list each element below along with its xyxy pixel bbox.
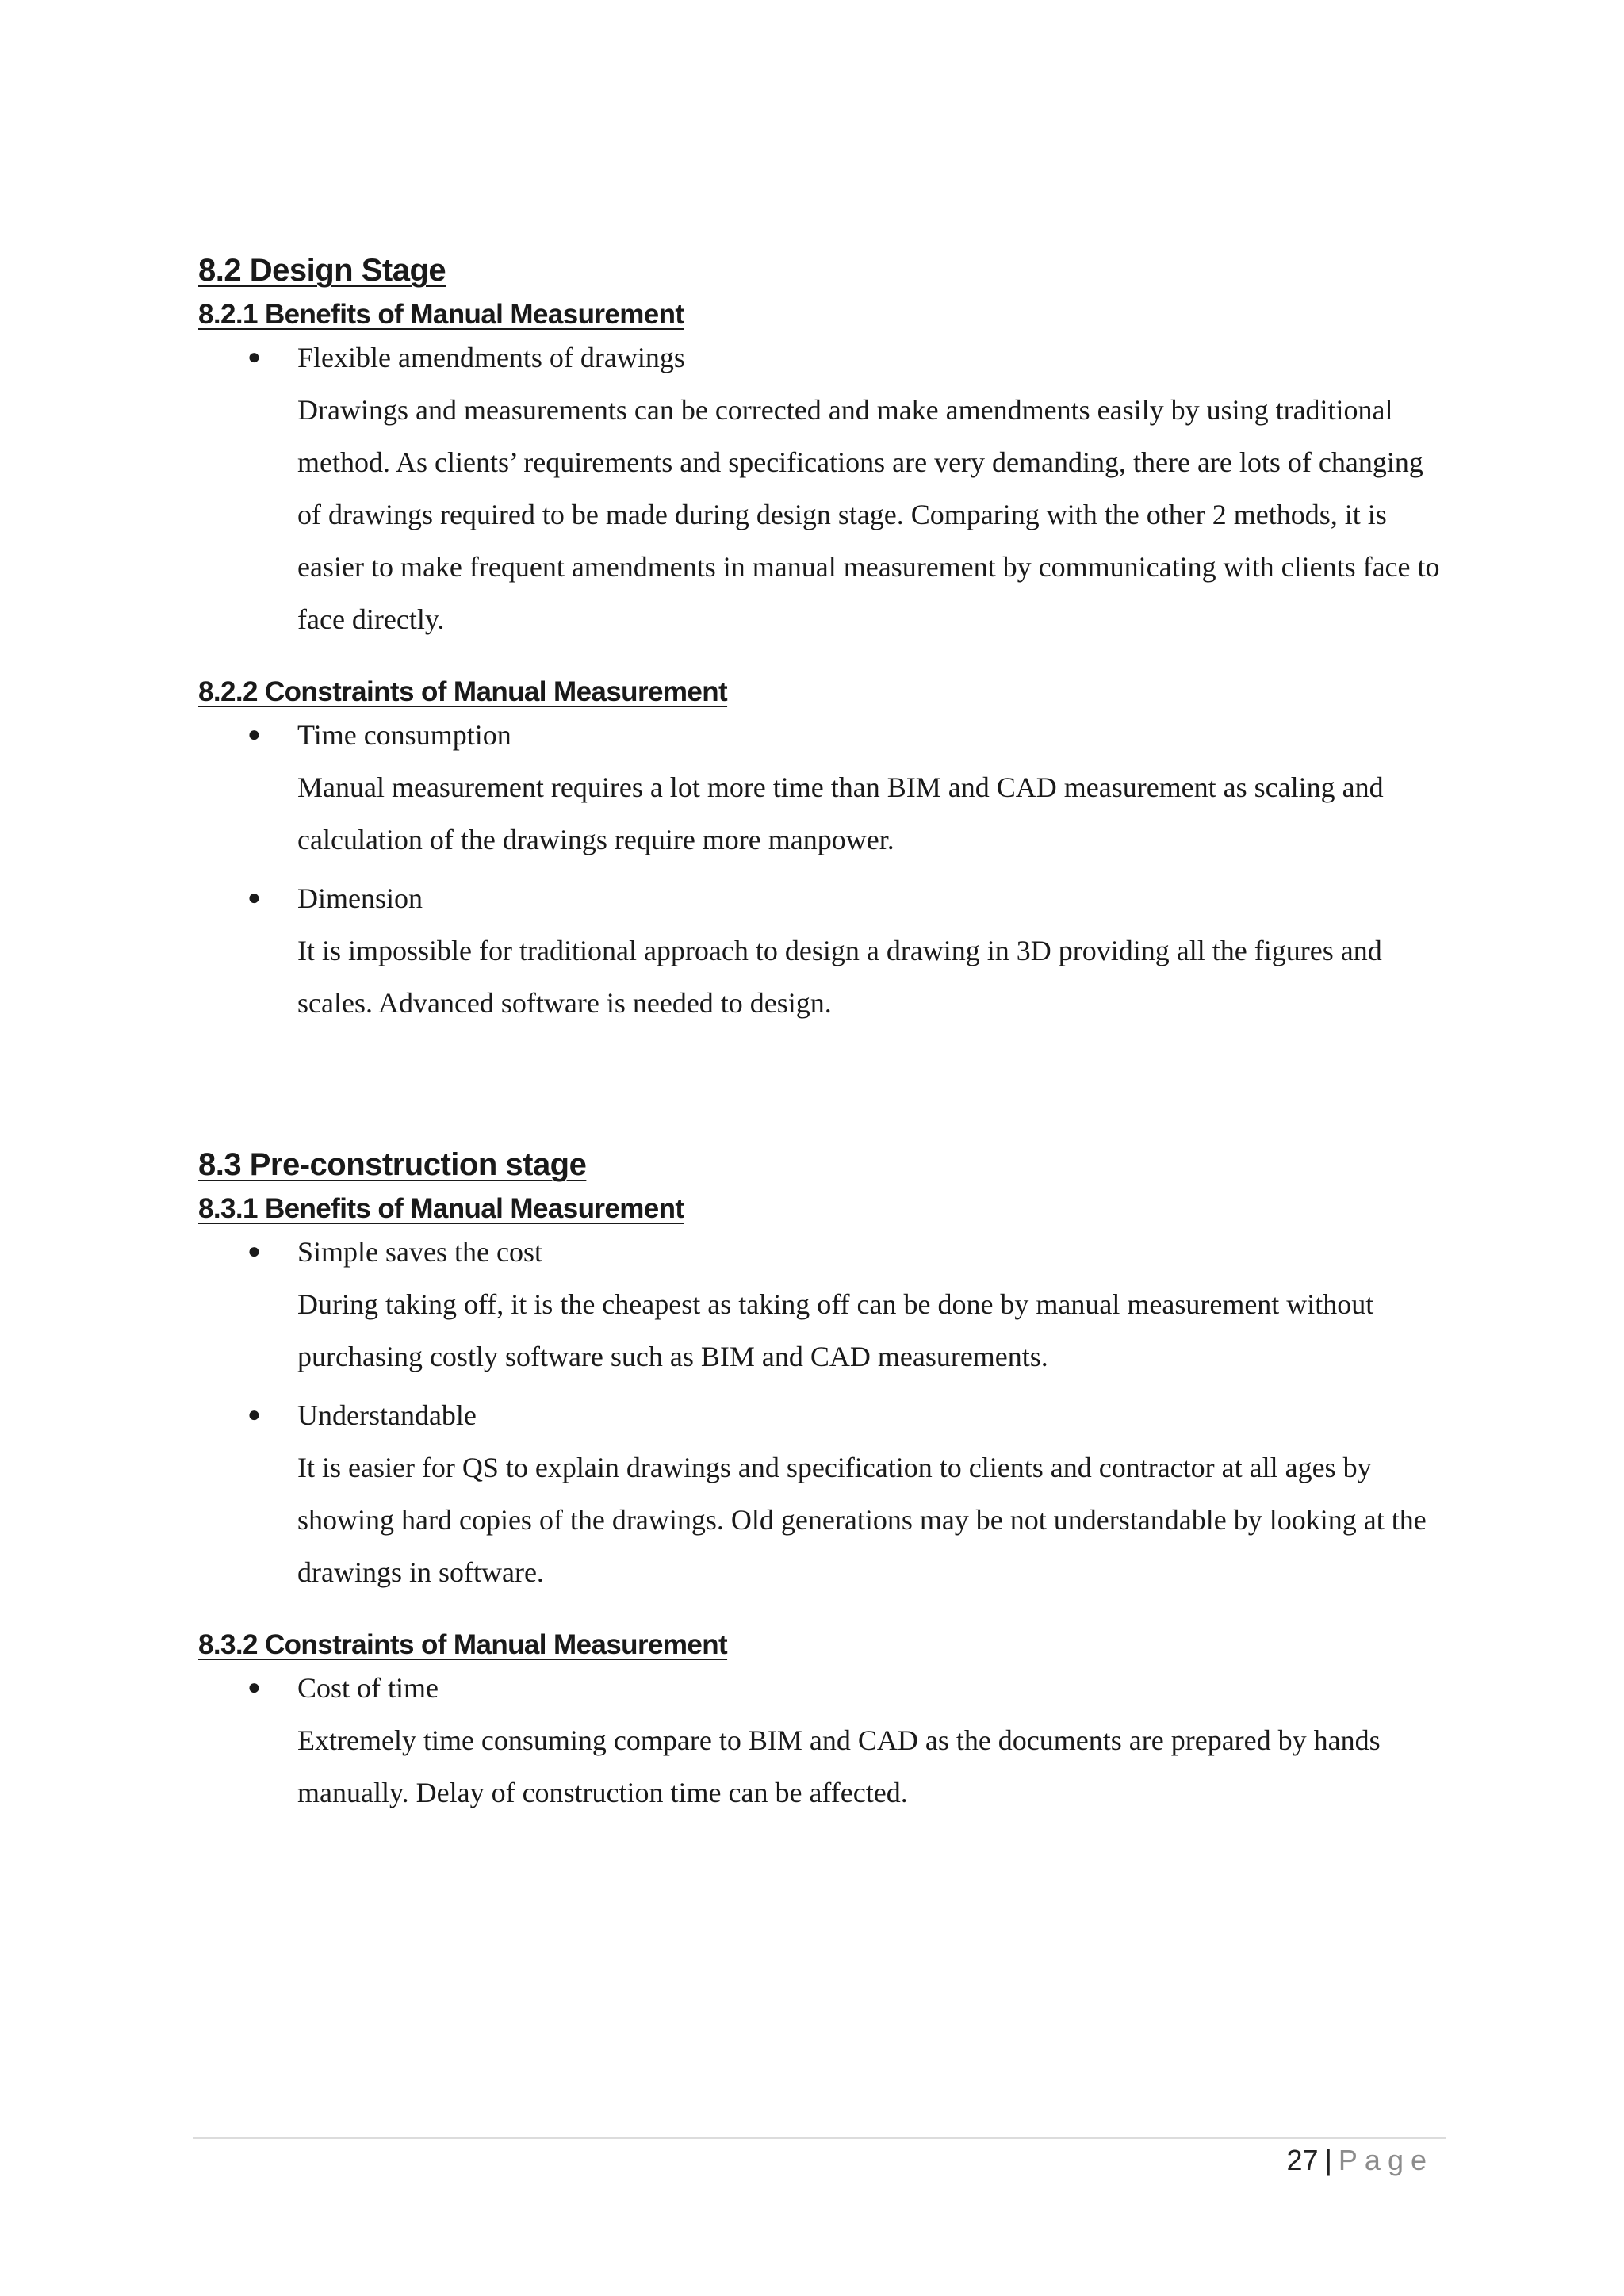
bullet-icon: ●: [247, 1402, 261, 1427]
bullet-icon: ●: [247, 345, 261, 369]
item-body: During taking off, it is the cheapest as taking off can be done by manual measurement without purchasing costly software such as BIM and CAD measurements.: [297, 1288, 1374, 1372]
item-title: Cost of time: [297, 1672, 439, 1704]
page-footer: [1287, 2139, 1434, 2182]
item-body: Manual measurement requires a lot more time than BIM and CAD measurement as scaling and calculation of the drawings require more manpower.: [297, 771, 1384, 855]
bullet-icon: ●: [247, 722, 261, 747]
footer-separator: |: [1324, 2144, 1332, 2176]
item-title: Flexible amendments of drawings: [297, 342, 685, 373]
item-title: Simple saves the cost: [297, 1236, 542, 1268]
item-title: Time consumption: [297, 719, 511, 751]
list-item: [198, 336, 1443, 645]
section-heading-pre-construction: 8.3 Pre-construction stage: [198, 1147, 587, 1182]
item-body: It is easier for QS to explain drawings and specification to clients and contractor at all ages by showing hard copies of the drawings. Old generations may be not understandable by looking at the drawings in software.: [297, 1452, 1427, 1588]
item-body: Drawings and measurements can be corrected and make amendments easily by using traditional method. As clients’ requirements and specifications are very demanding, there are lots of changing of drawings required to be made during design stage. Comparing with the other 2 methods, it is easier to make frequent amendments in manual measurement by communicating with clients face to face directly.: [297, 394, 1440, 635]
subsection-heading-constraints-design: 8.2.2 Constraints of Manual Measurement: [198, 676, 728, 707]
list-item: [198, 1394, 1443, 1598]
subsection-heading-benefits-preconstruction: 8.3.1 Benefits of Manual Measurement: [198, 1193, 684, 1224]
subsection-heading-constraints-preconstruction: 8.3.2 Constraints of Manual Measurement: [198, 1629, 728, 1660]
bullet-icon: ●: [247, 886, 261, 910]
bullet-icon: ●: [247, 1675, 261, 1700]
subsection-heading-benefits-design: 8.2.1 Benefits of Manual Measurement: [198, 299, 684, 330]
page-content: [198, 247, 1443, 1819]
list-item: [198, 1230, 1443, 1383]
item-title: Understandable: [297, 1399, 477, 1431]
section-heading-design-stage: 8.2 Design Stage: [198, 253, 446, 288]
list-item: [198, 714, 1443, 866]
bullet-icon: ●: [247, 1239, 261, 1264]
item-body: It is impossible for traditional approach to design a drawing in 3D providing all the figures and scales. Advanced software is needed to design.: [297, 935, 1382, 1019]
item-title: Dimension: [297, 882, 423, 914]
list-item: [198, 877, 1443, 1029]
item-body: Extremely time consuming compare to BIM and CAD as the documents are prepared by hands manually. Delay of construction time can be affected.: [297, 1724, 1381, 1808]
page-number: 27: [1286, 2144, 1319, 2176]
page-label: Page: [1338, 2144, 1434, 2176]
footer-divider: [193, 2137, 1446, 2139]
list-item: [198, 1667, 1443, 1819]
